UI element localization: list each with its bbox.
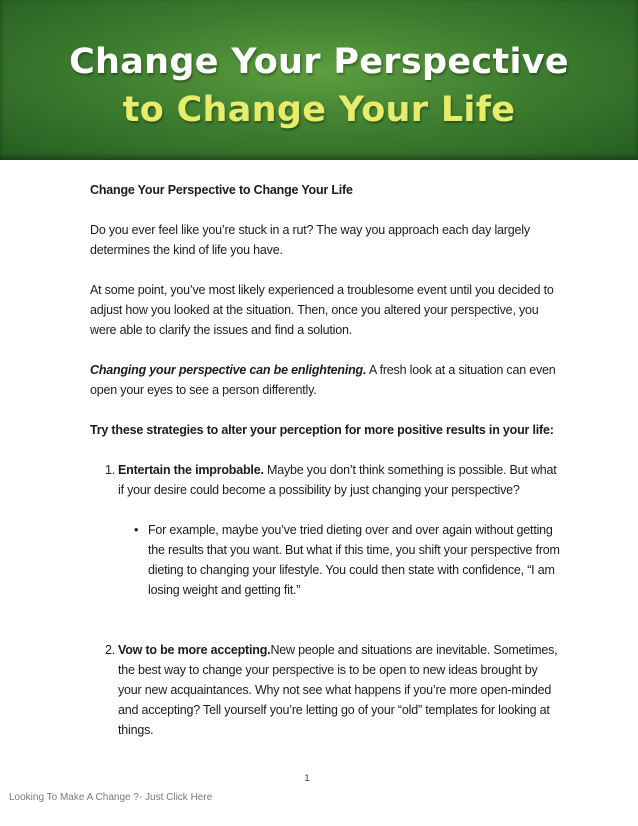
- paragraph-enlightening: [90, 360, 560, 400]
- list-item-text: New people and situations are inevitable. Sometimes, the best way to change your perspective is to be open to new ideas brought by your new acquaintances. Why not see what happens if you’re more open-minded and accepting? Tell yourself you’re letting go of your “old” templates for looking at things.: [118, 643, 558, 737]
- bullet-text: For example, maybe you’ve tried dieting over and over again without getting the results that you want. But what if this time, you shift your perspective from dieting to changing your lifestyle. You could then state with confidence, “I am losing weight and getting fit.”: [148, 523, 560, 597]
- list-item: [90, 460, 560, 500]
- paragraph-emphasis: Changing your perspective can be enlightening.: [90, 363, 367, 377]
- paragraph-troublesome-event: At some point, you’ve most likely experienced a troublesome event until you decided to adjust how you looked at the situation. Then, once you altered your perspective, you were able to clarify the issues and find a solution.: [90, 283, 554, 337]
- banner-title-line-2: to Change Your Life: [122, 90, 516, 130]
- list-item: [90, 640, 560, 740]
- list-item-lead: Entertain the improbable.: [118, 463, 264, 477]
- footer-link[interactable]: Looking To Make A Change ?- Just Click Here: [9, 792, 213, 803]
- document-body: [90, 180, 560, 740]
- list-item-lead: Vow to be more accepting.: [118, 643, 271, 657]
- page-number: 1: [304, 773, 310, 783]
- list-number: 2.: [105, 643, 116, 657]
- paragraph-rest: A fresh look at a situation can even open your eyes to see a person differently.: [90, 363, 556, 397]
- strategies-heading: Try these strategies to alter your perception for more positive results in your life:: [90, 423, 554, 437]
- title-banner: [0, 0, 638, 160]
- document-title: Change Your Perspective to Change Your Life: [90, 183, 353, 197]
- list-number: 1.: [105, 463, 116, 477]
- bullet-item: [90, 520, 560, 600]
- bullet-icon: •: [134, 523, 139, 537]
- banner-title-line-1: Change Your Perspective: [69, 42, 569, 82]
- paragraph-intro: Do you ever feel like you’re stuck in a rut? The way you approach each day largely determines the kind of life you have.: [90, 223, 530, 257]
- list-item-text: Maybe you don’t think something is possible. But what if your desire could become a possibility by just changing your perspective?: [118, 463, 557, 497]
